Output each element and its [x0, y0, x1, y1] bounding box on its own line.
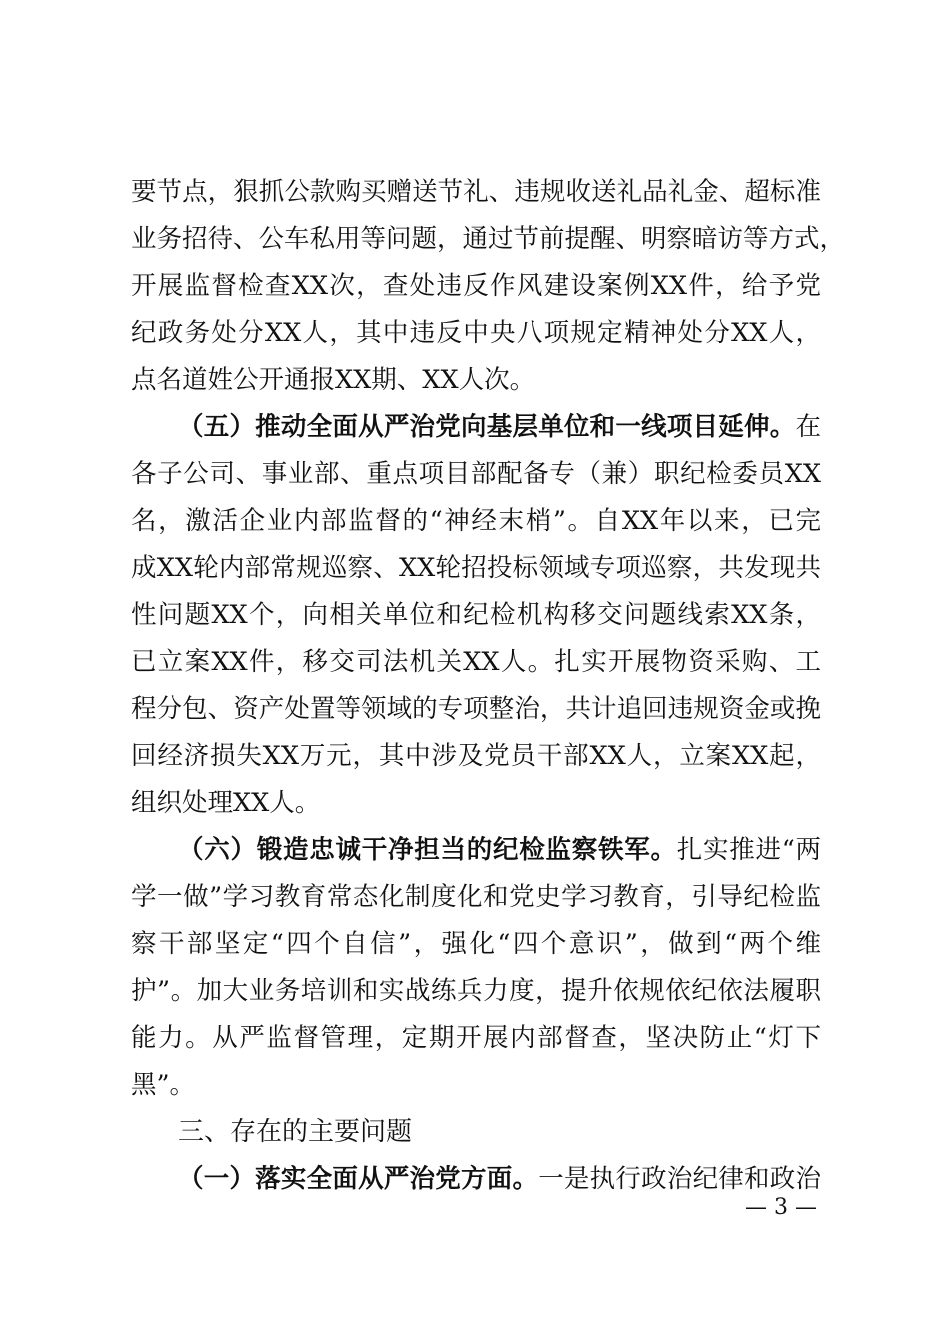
- section-heading: 三、存在的主要问题: [178, 1117, 413, 1147]
- text-line: 纪政务处分XX人，其中违反中央八项规定精神处分XX人，: [131, 318, 821, 348]
- text-line: 程分包、资产处置等领域的专项整治，共计追回违规资金或挽: [131, 694, 821, 724]
- subheading-lead: （六）锻造忠诚干净担当的纪检监察铁军。: [178, 835, 677, 865]
- text-line: 学一做”学习教育常态化制度化和党史学习教育，引导纪检监: [131, 882, 821, 912]
- text-line: 性问题XX个，向相关单位和纪检机构移交问题线索XX条，: [131, 600, 821, 630]
- subheading-rest: 一是执行政治纪律和政治: [538, 1164, 821, 1194]
- text-line: 业务招待、公车私用等问题，通过节前提醒、明察暗访等方式，: [131, 224, 846, 254]
- text-line: 成XX轮内部常规巡察、XX轮招投标领域专项巡察，共发现共: [131, 553, 821, 583]
- text-line: 点名道姓公开通报XX期、XX人次。: [131, 365, 536, 395]
- subheading-line-1: [178, 1159, 821, 1199]
- text-line: 要节点，狠抓公款购买赠送节礼、违规收送礼品礼金、超标准: [131, 177, 821, 207]
- page-number: — 3 —: [745, 1195, 817, 1220]
- subheading-line-5: [178, 407, 821, 447]
- text-line: 名，激活企业内部监督的“神经末梢”。自XX年以来，已完: [131, 506, 821, 536]
- text-line: 已立案XX件，移交司法机关XX人。扎实开展物资采购、工: [131, 647, 821, 677]
- text-line: 开展监督检查XX次，查处违反作风建设案例XX件，给予党: [131, 271, 821, 301]
- text-line: 各子公司、事业部、重点项目部配备专（兼）职纪检委员XX: [131, 459, 821, 489]
- text-line: 回经济损失XX万元，其中涉及党员干部XX人，立案XX起，: [131, 741, 821, 771]
- subheading-rest: 在: [795, 412, 821, 442]
- text-line: 组织处理XX人。: [131, 788, 321, 818]
- text-line: 察干部坚定“四个自信”，强化“四个意识”，做到“两个维: [131, 929, 821, 959]
- text-line: 护”。加大业务培训和实战练兵力度，提升依规依纪依法履职: [131, 976, 821, 1006]
- subheading-rest: 扎实推进“两: [676, 835, 821, 865]
- subheading-line-6: [178, 830, 821, 870]
- text-line: 黑”。: [131, 1070, 196, 1100]
- text-line: 能力。从严监督管理，定期开展内部督查，坚决防止“灯下: [131, 1023, 821, 1053]
- subheading-lead: （一）落实全面从严治党方面。: [178, 1164, 539, 1194]
- subheading-lead: （五）推动全面从严治党向基层单位和一线项目延伸。: [178, 412, 796, 442]
